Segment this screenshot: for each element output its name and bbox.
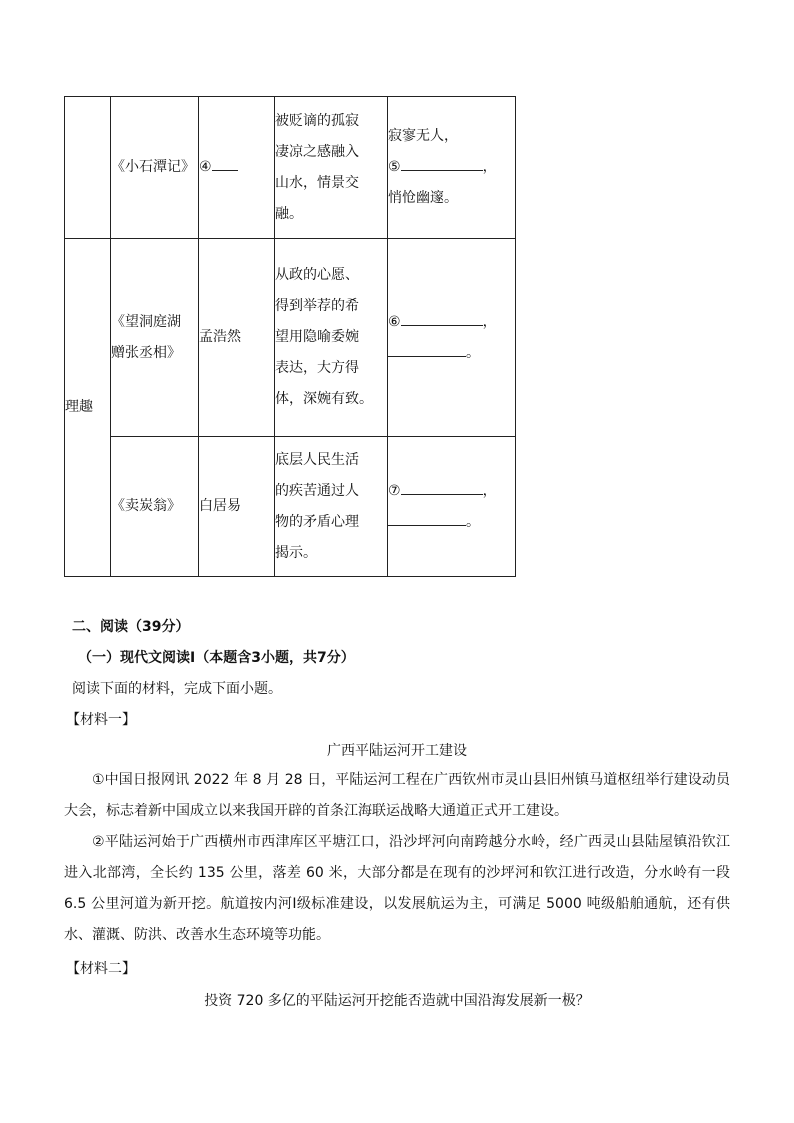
theme-line: 融。 (275, 205, 303, 222)
quote-cell (388, 239, 516, 437)
punctuation: ， (482, 159, 497, 175)
category-cell: 理趣 (65, 239, 111, 577)
theme-line: 的疾苦通过人 (275, 482, 359, 499)
quote-cell (388, 97, 516, 239)
quote-line (388, 307, 515, 338)
literature-table (64, 96, 516, 577)
theme-line: 从政的心愿、 (275, 267, 359, 283)
fill-blank[interactable] (212, 154, 238, 171)
fill-blank[interactable] (401, 478, 483, 495)
paragraph-2: ②平陆运河始于广西横州市西津库区平塘江口，沿沙坪河向南跨越分水岭，经广西灵山县陆屋镇沿钦江进入北部湾，全长约 135 公里，落差 60 米，大部分都是在现有的沙坪河和钦江进行改造，分水岭有一段 6.5 公里河道为新开挖。航道按内河Ⅰ级标准建设，以发展航运为主，可满足 5000 吨级船舶通航，还有供水、灌溉、防洪、改善水生态环境等功能。 (64, 834, 730, 943)
work-title-cell: 《小石潭记》 (111, 97, 199, 239)
sub-heading: （一）现代文阅读Ⅰ（本题含3小题，共7分） (78, 650, 355, 666)
theme-cell (275, 97, 388, 239)
theme-cell (275, 437, 388, 577)
theme-line: 得到举荐的希 (275, 298, 359, 314)
quote-line: 悄怆幽邃。 (388, 190, 458, 206)
material1-title: 广西平陆运河开工建设 (327, 743, 467, 759)
theme-line: 底层人民生活 (275, 451, 359, 468)
punctuation: 。 (466, 513, 480, 530)
table-row (65, 239, 516, 437)
material2-title: 投资 720 多亿的平陆运河开挖能否造就中国沿海发展新一极？ (204, 993, 590, 1009)
title-line: 赠张丞相》 (111, 344, 181, 361)
material2-label: 【材料二】 (66, 961, 136, 977)
blank-number: ⑥ (388, 313, 401, 330)
table-row (65, 97, 516, 239)
author-cell (199, 97, 275, 239)
work-title-cell (111, 239, 199, 437)
title-line: 《望洞庭湖 (111, 313, 181, 330)
quote-line: 寂寥无人， (388, 128, 458, 144)
theme-line: 山水，情景交 (275, 174, 359, 191)
fill-blank[interactable] (388, 509, 466, 526)
blank-number: ⑦ (388, 482, 401, 499)
author-cell: 白居易 (199, 437, 275, 577)
blank-number: ④ (199, 159, 212, 175)
material1-label: 【材料一】 (66, 712, 136, 728)
theme-line: 表达，大方得 (275, 360, 359, 376)
theme-line: 望用隐喻委婉 (275, 329, 359, 345)
quote-cell (388, 437, 516, 577)
theme-line: 物的矛盾心理 (275, 513, 359, 530)
fill-blank[interactable] (388, 340, 466, 357)
punctuation: ， (482, 482, 497, 499)
quote-line (388, 152, 515, 183)
quote-line (388, 476, 515, 507)
theme-line: 被贬谪的孤寂 (275, 112, 359, 129)
instruction-text: 阅读下面的材料，完成下面小题。 (72, 681, 282, 697)
author-cell: 孟浩然 (199, 239, 275, 437)
paragraph-1: ①中国日报网讯 2022 年 8 月 28 日，平陆运河工程在广西钦州市灵山县旧州镇马道枢纽举行建设动员大会，标志着新中国成立以来我国开辟的首条江海联运战略大通道正式开工建设。 (64, 772, 730, 819)
theme-line: 凄凉之感融入 (275, 143, 359, 160)
fill-blank[interactable] (401, 309, 483, 326)
theme-cell (275, 239, 388, 437)
quote-line (388, 338, 515, 369)
blank-number: ⑤ (388, 159, 401, 175)
table-row (65, 437, 516, 577)
quote-line (388, 507, 515, 538)
work-title-cell: 《卖炭翁》 (111, 437, 199, 577)
section-heading: 二、阅读（39分） (72, 619, 190, 635)
punctuation: 。 (466, 344, 480, 361)
punctuation: ， (482, 313, 497, 330)
fill-blank[interactable] (401, 154, 483, 171)
theme-line: 体，深婉有致。 (275, 391, 373, 407)
theme-line: 揭示。 (275, 544, 317, 561)
category-cell (65, 97, 111, 239)
